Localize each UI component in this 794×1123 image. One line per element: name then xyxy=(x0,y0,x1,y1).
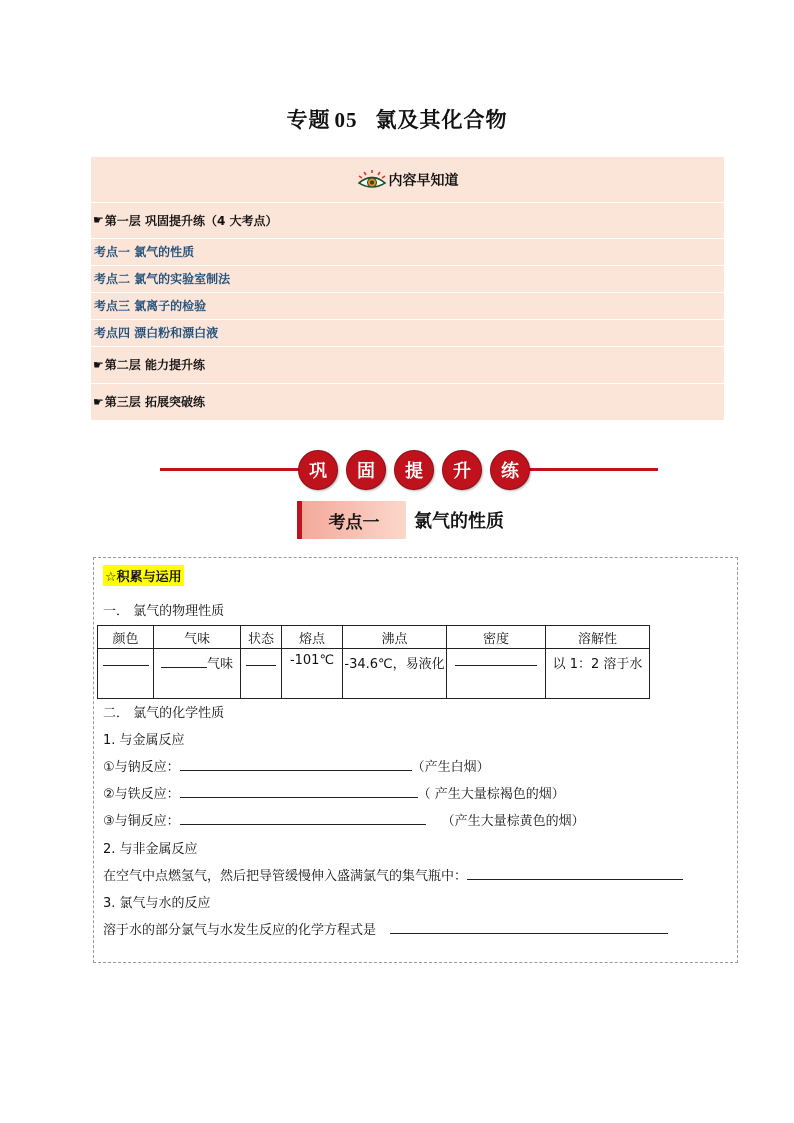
toc-item[interactable]: 考点一 氯气的性质 xyxy=(91,238,727,266)
pointing-hand-icon: ☛ xyxy=(93,357,104,372)
eye-icon xyxy=(357,169,387,191)
answer-blank[interactable] xyxy=(180,812,426,825)
reaction-line: 溶于水的部分氯气与水发生反应的化学方程式是 xyxy=(103,919,668,938)
toc-layer-3[interactable]: ☛ 第三层 拓展突破练 xyxy=(93,394,205,409)
table-cell: 以 1：2 溶于水 xyxy=(546,649,650,699)
banner-char: 升 xyxy=(442,450,482,490)
banner-line-right xyxy=(518,468,658,471)
toc-panel xyxy=(91,157,724,420)
page-title: 专题 05 氯及其化合物 xyxy=(286,108,508,132)
answer-blank[interactable] xyxy=(180,785,418,798)
toc-item[interactable]: 考点四 漂白粉和漂白液 xyxy=(91,319,727,347)
table-cell[interactable]: 气味 xyxy=(154,649,241,699)
reaction-line: ①与钠反应： （产生白烟） xyxy=(103,760,490,775)
pointing-hand-icon: ☛ xyxy=(93,213,104,227)
star-icon: ☆ xyxy=(105,570,117,585)
table-cell: -34.6℃，易液化 xyxy=(343,649,447,699)
table-header: 熔点 xyxy=(282,626,343,649)
table-cell[interactable] xyxy=(241,649,282,699)
toc-layer-1[interactable]: ☛ 第一层 巩固提升练（4 大考点） xyxy=(91,202,726,239)
toc-item[interactable]: 考点二 氯气的实验室制法 xyxy=(91,265,727,293)
table-row xyxy=(98,649,650,699)
table-header: 颜色 xyxy=(98,626,154,649)
badge: ☆积累与运用 xyxy=(103,565,184,586)
table-header: 状态 xyxy=(241,626,282,649)
reaction-line: ②与铁反应： （ 产生大量棕褐色的烟） xyxy=(103,787,565,802)
table-cell[interactable] xyxy=(98,649,154,699)
banner-char: 固 xyxy=(346,450,386,490)
kaodian-tag: 考点一 xyxy=(302,501,406,539)
section-heading: 二． 氯气的化学性质 xyxy=(103,706,225,721)
sub-heading: 1. 与金属反应 xyxy=(103,733,185,748)
properties-table xyxy=(97,625,650,699)
banner-char: 提 xyxy=(394,450,434,490)
knowledge-box xyxy=(93,557,738,963)
table-header: 溶解性 xyxy=(546,626,650,649)
table-header: 气味 xyxy=(154,626,241,649)
answer-blank[interactable] xyxy=(180,758,412,771)
kaodian-name: 氯气的性质 xyxy=(414,511,504,532)
section-banner xyxy=(160,450,658,490)
table-header: 沸点 xyxy=(343,626,447,649)
answer-blank[interactable] xyxy=(390,921,668,934)
toc-layer-2[interactable]: ☛ 第二层 能力提升练 xyxy=(91,346,726,384)
reaction-line: ③与铜反应： （产生大量棕黄色的烟） xyxy=(103,814,585,829)
sub-heading: 3. 氯气与水的反应 xyxy=(103,896,211,911)
kaodian-heading xyxy=(297,501,504,539)
banner-char: 巩 xyxy=(298,450,338,490)
table-cell: -101℃ xyxy=(282,649,343,699)
banner-char: 练 xyxy=(490,450,530,490)
answer-blank[interactable] xyxy=(467,867,683,880)
toc-item[interactable]: 考点三 氯离子的检验 xyxy=(91,292,727,320)
reaction-line: 在空气中点燃氢气，然后把导管缓慢伸入盛满氯气的集气瓶中： xyxy=(103,865,683,884)
toc-heading: 内容早知道 xyxy=(91,157,724,203)
banner-line-left xyxy=(160,468,300,471)
section-heading: 一． 氯气的物理性质 xyxy=(103,604,225,619)
sub-heading: 2. 与非金属反应 xyxy=(103,842,198,857)
pointing-hand-icon: ☛ xyxy=(93,394,104,409)
table-cell[interactable] xyxy=(447,649,546,699)
table-header-row xyxy=(98,626,650,649)
table-header: 密度 xyxy=(447,626,546,649)
